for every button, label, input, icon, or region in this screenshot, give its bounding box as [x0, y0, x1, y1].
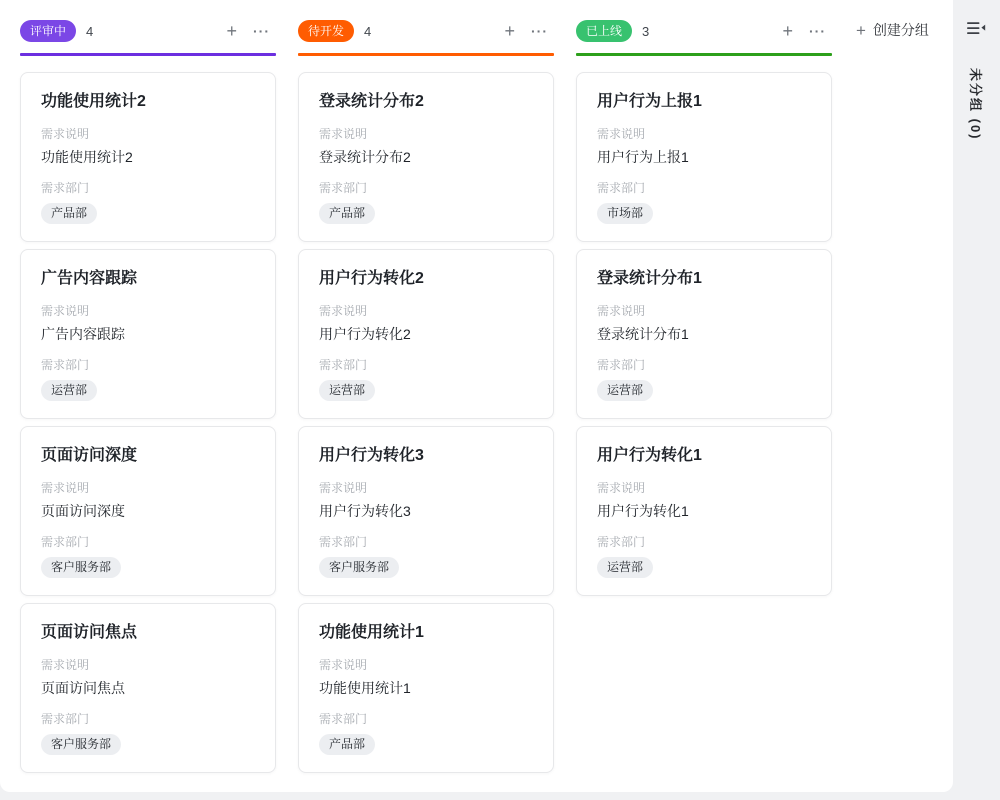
desc-field-label: 需求说明 — [319, 481, 368, 495]
department-tag: 运营部 — [597, 380, 653, 401]
more-options-icon[interactable]: ··· — [531, 23, 548, 39]
desc-field-value: 用户行为上报1 — [597, 149, 689, 165]
department-tag: 产品部 — [319, 203, 375, 224]
dept-field-label: 需求部门 — [319, 535, 368, 549]
card-list — [20, 72, 276, 773]
desc-field-value: 用户行为转化1 — [597, 503, 689, 519]
column-color-line — [298, 53, 554, 56]
add-card-icon[interactable]: + — [782, 21, 793, 41]
card[interactable] — [576, 249, 832, 419]
dept-field-label: 需求部门 — [597, 535, 646, 549]
card[interactable] — [20, 603, 276, 773]
department-tag: 产品部 — [41, 203, 97, 224]
department-tag: 客户服务部 — [41, 557, 121, 578]
card-title: 功能使用统计2 — [41, 93, 146, 110]
collapse-groups-icon[interactable] — [967, 20, 986, 42]
column-launched — [576, 18, 832, 773]
desc-field-value: 功能使用统计1 — [319, 680, 411, 696]
dept-field-label: 需求部门 — [319, 358, 368, 372]
desc-field-value: 页面访问焦点 — [41, 680, 125, 696]
desc-field-label: 需求说明 — [41, 127, 90, 141]
desc-field-label: 需求说明 — [41, 304, 90, 318]
desc-field-value: 功能使用统计2 — [41, 149, 133, 165]
hidden-group-label[interactable]: 未分组 (0) — [968, 68, 983, 141]
card-title: 用户行为转化3 — [319, 447, 424, 464]
column-color-line — [20, 53, 276, 56]
column-header — [576, 18, 832, 44]
desc-field-value: 广告内容跟踪 — [41, 326, 125, 342]
desc-field-value: 登录统计分布2 — [319, 149, 411, 165]
card-count: 4 — [86, 23, 94, 39]
card-title: 用户行为转化1 — [597, 447, 702, 464]
desc-field-value: 用户行为转化2 — [319, 326, 411, 342]
card-title: 用户行为上报1 — [597, 93, 702, 110]
card-title: 用户行为转化2 — [319, 270, 424, 287]
department-tag: 客户服务部 — [319, 557, 399, 578]
card[interactable] — [298, 426, 554, 596]
card-title: 登录统计分布2 — [319, 93, 424, 110]
desc-field-label: 需求说明 — [597, 127, 646, 141]
card-title: 功能使用统计1 — [319, 624, 424, 641]
column-header-actions — [782, 22, 832, 40]
desc-field-value: 用户行为转化3 — [319, 503, 411, 519]
create-group-label: 创建分组 — [872, 22, 929, 38]
desc-field-label: 需求说明 — [597, 481, 646, 495]
card-title: 登录统计分布1 — [597, 270, 702, 287]
card[interactable] — [298, 603, 554, 773]
hidden-groups-sidebar — [953, 0, 1000, 800]
department-tag: 产品部 — [319, 734, 375, 755]
more-options-icon[interactable]: ··· — [253, 23, 270, 39]
card-list — [298, 72, 554, 773]
status-badge[interactable]: 评审中 — [20, 20, 76, 42]
column-header-actions — [504, 22, 554, 40]
column-under-review — [20, 18, 276, 773]
department-tag: 运营部 — [41, 380, 97, 401]
dept-field-label: 需求部门 — [41, 181, 90, 195]
card-title: 广告内容跟踪 — [41, 270, 138, 287]
dept-field-label: 需求部门 — [597, 358, 646, 372]
card-count: 3 — [642, 23, 650, 39]
desc-field-value: 登录统计分布1 — [597, 326, 689, 342]
column-header-actions — [226, 22, 276, 40]
desc-field-value: 页面访问深度 — [41, 503, 125, 519]
desc-field-label: 需求说明 — [41, 481, 90, 495]
card[interactable] — [576, 72, 832, 242]
add-card-icon[interactable]: + — [504, 21, 515, 41]
card[interactable] — [576, 426, 832, 596]
desc-field-label: 需求说明 — [597, 304, 646, 318]
card[interactable] — [298, 249, 554, 419]
more-options-icon[interactable]: ··· — [809, 23, 826, 39]
card[interactable] — [20, 72, 276, 242]
column-color-line — [576, 53, 832, 56]
dept-field-label: 需求部门 — [41, 358, 90, 372]
desc-field-label: 需求说明 — [319, 127, 368, 141]
dept-field-label: 需求部门 — [319, 181, 368, 195]
card-list — [576, 72, 832, 596]
dept-field-label: 需求部门 — [41, 535, 90, 549]
department-tag: 运营部 — [597, 557, 653, 578]
create-group-button[interactable] — [856, 20, 929, 40]
department-tag: 运营部 — [319, 380, 375, 401]
dept-field-label: 需求部门 — [319, 712, 368, 726]
column-header — [298, 18, 554, 44]
card-title: 页面访问深度 — [41, 447, 138, 464]
status-badge[interactable]: 已上线 — [576, 20, 632, 42]
card-count: 4 — [364, 23, 372, 39]
desc-field-label: 需求说明 — [319, 304, 368, 318]
add-card-icon[interactable]: + — [226, 21, 237, 41]
department-tag: 客户服务部 — [41, 734, 121, 755]
desc-field-label: 需求说明 — [319, 658, 368, 672]
status-badge[interactable]: 待开发 — [298, 20, 354, 42]
card[interactable] — [298, 72, 554, 242]
card[interactable] — [20, 426, 276, 596]
card-title: 页面访问焦点 — [41, 624, 138, 641]
dept-field-label: 需求部门 — [41, 712, 90, 726]
dept-field-label: 需求部门 — [597, 181, 646, 195]
department-tag: 市场部 — [597, 203, 653, 224]
desc-field-label: 需求说明 — [41, 658, 90, 672]
card[interactable] — [20, 249, 276, 419]
column-to-develop — [298, 18, 554, 773]
column-header — [20, 18, 276, 44]
plus-icon: + — [856, 20, 866, 40]
